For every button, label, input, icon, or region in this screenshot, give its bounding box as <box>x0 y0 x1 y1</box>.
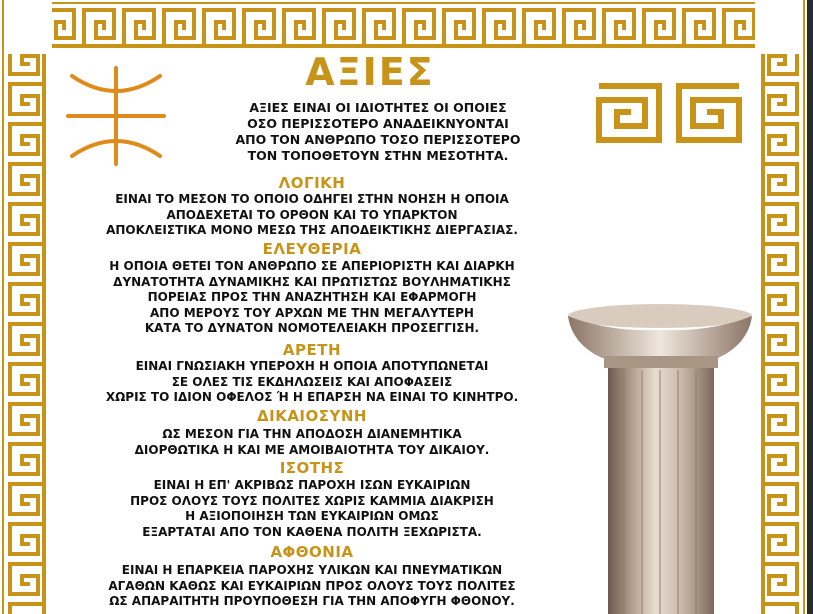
section-line: ΠΡΟΣ ΟΛΟΥΣ ΤΟΥΣ ΠΟΛΙΤΕΣ ΧΩΡΙΣ ΚΑΜΜΙΑ ΔΙΑΚΡΙΣΗ <box>130 493 494 508</box>
right-edge <box>807 0 813 614</box>
doric-column-image <box>562 298 762 614</box>
intro-line: ΤΟΝ ΤΟΠΟΘΕΤΟΥΝ ΣΤΗΝ ΜΕΣΟΤΗΤΑ. <box>247 148 509 163</box>
section-text-isotis <box>62 478 562 540</box>
section-heading-isotis: ΙΣΟΤΗΣ <box>279 459 345 477</box>
intro-line: ΑΠΟ ΤΟΝ ΑΝΘΡΩΠΟ ΤΟΣΟ ΠΕΡΙΣΣΟΤΕΡΟ <box>235 132 521 147</box>
section-heading-dikaiosyni: ΔΙΚΑΙΟΣΥΝΗ <box>257 407 367 425</box>
section-line: ΔΥΝΑΤΟΤΗΤΑ ΔΥΝΑΜΙΚΗΣ ΚΑΙ ΠΡΩΤΙΣΤΩΣ ΒΟΥΛΗΜΑΤΙΚΗΣ <box>113 274 511 289</box>
section-line: ΑΠΟ ΜΕΡΟΥΣ ΤΟΥ ΑΡΧΩΝ ΜΕ ΤΗΝ ΜΕΓΑΛΥΤΕΡΗ <box>150 305 474 320</box>
meander-emblem-icon <box>593 80 745 146</box>
section-line: ΠΟΡΕΙΑΣ ΠΡΟΣ ΤΗΝ ΑΝΑΖΗΤΗΣΗ ΚΑΙ ΕΦΑΡΜΟΓΗ <box>147 290 477 305</box>
page-title: ΑΞΙΕΣ <box>305 50 435 94</box>
greek-key-border-left <box>0 0 52 614</box>
section-line: ΕΙΝΑΙ Η ΕΠ' ΑΚΡΙΒΩΣ ΠΑΡΟΧΗ ΙΣΩΝ ΕΥΚΑΙΡΙΩΝ <box>153 478 471 492</box>
section-text-dikaiosyni <box>62 427 562 458</box>
section-heading-eleftheria: ΕΛΕΥΘΕΡΙΑ <box>262 240 362 258</box>
section-heading-afthonia: ΑΦΘΟΝΙΑ <box>270 543 354 561</box>
intro-paragraph <box>200 100 556 164</box>
section-line: ΑΓΑΘΩΝ ΚΑΘΩΣ ΚΑΙ ΕΥΚΑΙΡΙΩΝ ΠΡΟΣ ΟΛΟΥΣ ΤΟΥΣ ΠΟΛΙΤΕΣ <box>108 578 516 593</box>
section-line: Η ΟΠΟΙΑ ΘΕΤΕΙ ΤΟΝ ΑΝΘΡΩΠΟ ΣΕ ΑΠΕΡΙΟΡΙΣΤΗ ΚΑΙ ΔΙΑΡΚΗ <box>109 259 515 273</box>
section-line: ΑΠΟΚΛΕΙΣΤΙΚΑ ΜΟΝΟ ΜΕΣΩ ΤΗΣ ΑΠΟΔΕΙΚΤΙΚΗΣ ΔΙΕΡΓΑΣΙΑΣ. <box>106 223 518 238</box>
section-line: ΧΩΡΙΣ ΤΟ ΙΔΙΟΝ ΟΦΕΛΟΣ Ή Η ΕΠΑΡΣΗ ΝΑ ΕΙΝΑΙ ΤΟ ΚΙΝΗΤΡΟ. <box>105 390 519 405</box>
section-line: ΕΞΑΡΤΑΤΑΙ ΑΠΟ ΤΟΝ ΚΑΘΕΝΑ ΠΟΛΙΤΗ ΞΕΧΩΡΙΣΤΑ. <box>142 524 482 539</box>
section-text-logiki <box>62 192 562 239</box>
section-line: ΣΕ ΟΛΕΣ ΤΙΣ ΕΚΔΗΛΩΣΕΙΣ ΚΑΙ ΑΠΟΦΑΣΕΙΣ <box>171 374 453 389</box>
section-text-afthonia <box>62 563 562 610</box>
intro-line: ΑΞΙΕΣ ΕΙΝΑΙ ΟΙ ΙΔΙΟΤΗΤΕΣ ΟΙ ΟΠΟΙΕΣ <box>249 100 507 115</box>
section-heading-areti: ΑΡΕΤΗ <box>282 341 342 359</box>
intro-line: ΟΣΟ ΠΕΡΙΣΣΟΤΕΡΟ ΑΝΑΔΕΙΚΝΥΟΝΤΑΙ <box>247 116 509 131</box>
section-line: ΑΠΟΔΕΧΕΤΑΙ ΤΟ ΟΡΘΟΝ ΚΑΙ ΤΟ ΥΠΑΡΚΤΟΝ <box>166 207 458 222</box>
section-text-eleftheria <box>62 259 562 337</box>
section-line: ΩΣ ΜΕΣΟΝ ΓΙΑ ΤΗΝ ΑΠΟΔΟΣΗ ΔΙΑΝΕΜΗΤΙΚΑ <box>162 427 462 441</box>
section-line: ΩΣ ΑΠΑΡΑΙΤΗΤΗ ΠΡΟΥΠΟΘΕΣΗ ΓΙΑ ΤΗΝ ΑΠΟΦΥΓΗ ΦΘΟΝΟΥ. <box>109 594 515 609</box>
section-heading-logiki: ΛΟΓΙΚΗ <box>278 174 346 192</box>
section-text-areti <box>62 359 562 406</box>
logo-symbol-icon <box>62 62 170 170</box>
section-line: ΕΙΝΑΙ ΓΝΩΣΙΑΚΗ ΥΠΕΡΟΧΗ Η ΟΠΟΙΑ ΑΠΟΤΥΠΩΝΕΤΑΙ <box>135 359 489 373</box>
section-line: ΔΙΟΡΘΩΤΙΚΑ Η ΚΑΙ ΜΕ ΑΜΟΙΒΑΙΟΤΗΤΑ ΤΟΥ ΔΙΚΑΙΟΥ. <box>134 442 490 457</box>
section-line: ΕΙΝΑΙ Η ΕΠΑΡΚΕΙΑ ΠΑΡΟΧΗΣ ΥΛΙΚΩΝ ΚΑΙ ΠΝΕΥΜΑΤΙΚΩΝ <box>121 563 503 577</box>
greek-key-border-top <box>0 0 807 54</box>
section-line: Η ΑΞΙΟΠΟΙΗΣΗ ΤΩΝ ΕΥΚΑΙΡΙΩΝ ΟΜΩΣ <box>185 509 439 524</box>
section-line: ΕΙΝΑΙ ΤΟ ΜΕΣΟΝ ΤΟ ΟΠΟΙΟ ΟΔΗΓΕΙ ΣΤΗΝ ΝΟΗΣΗ Η ΟΠΟΙΑ <box>115 192 509 206</box>
section-line: ΚΑΤΑ ΤΟ ΔΥΝΑΤΟΝ ΝΟΜΟΤΕΛΕΙΑΚΗ ΠΡΟΣΕΓΓΙΣΗ. <box>144 321 480 336</box>
greek-key-border-right <box>755 0 807 614</box>
